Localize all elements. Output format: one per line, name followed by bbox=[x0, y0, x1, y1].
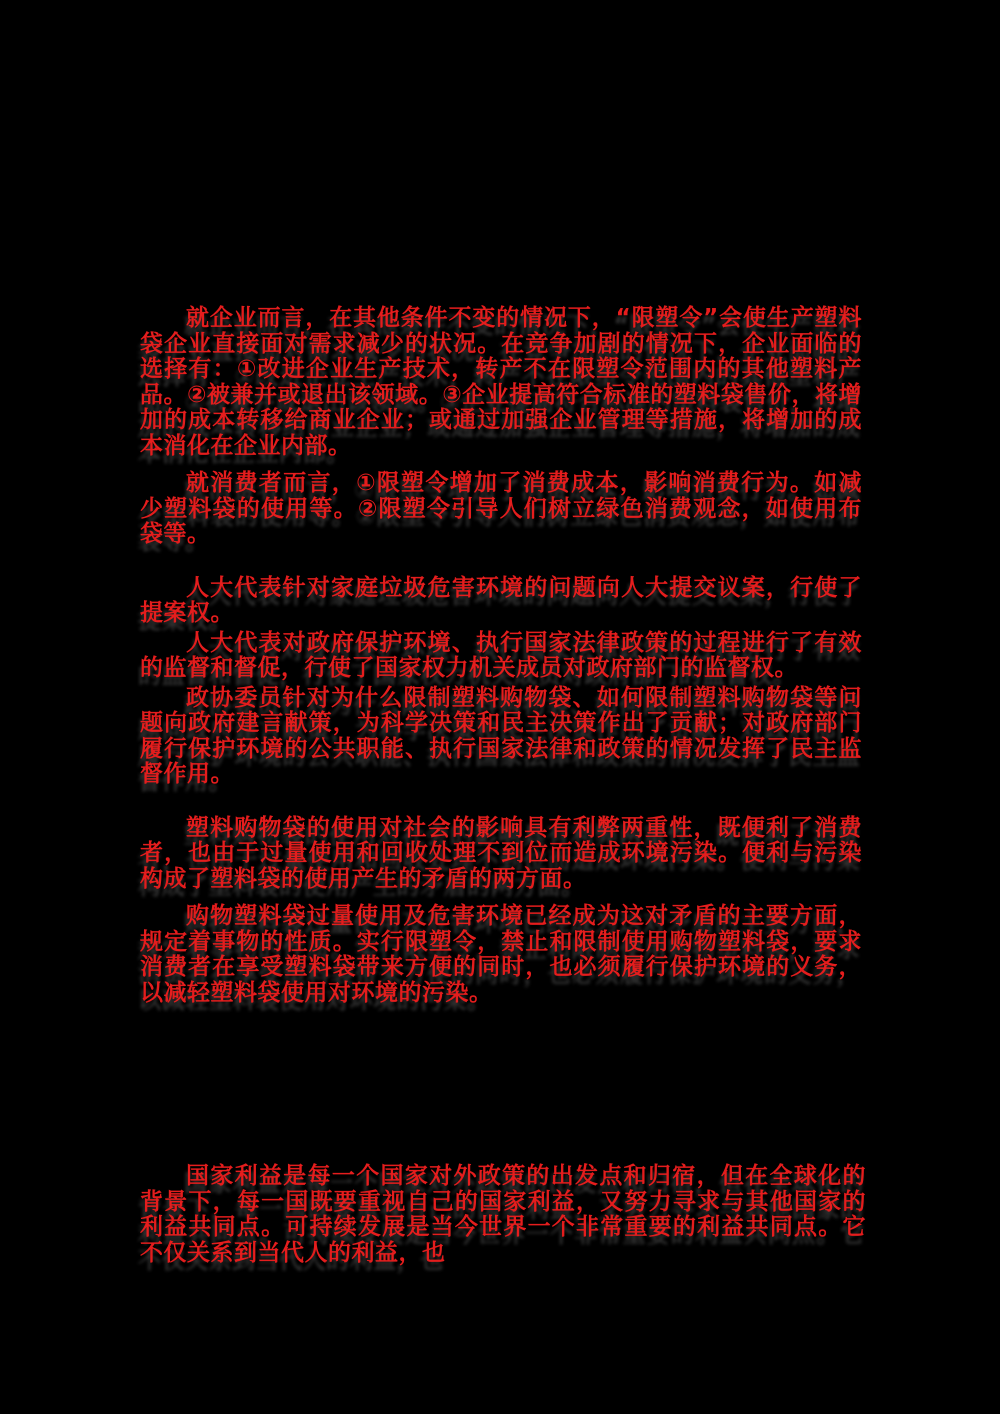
paragraph-contradiction-two-sides: 塑料购物袋的使用对社会的影响具有利弊两重性，既便利了消费者，也由于过量使用和回收处理不到位而造成环境污染。便利与污染构成了塑料袋的使用产生的矛盾的两方面。 bbox=[140, 814, 862, 892]
paragraph-npc-supervision: 人大代表对政府保护环境、执行国家法律政策的过程进行了有效的监督和督促，行使了国家权力机关成员对政府部门的监督权。 bbox=[140, 629, 862, 681]
answer-section bbox=[140, 306, 862, 1006]
paragraph-npc-proposal: 人大代表针对家庭垃圾危害环境的问题向人大提交议案，行使了提案权。 bbox=[140, 574, 862, 626]
national-interest-section bbox=[140, 1164, 866, 1266]
paragraph-enterprise: 就企业而言，在其他条件不变的情况下，“限塑令”会使生产塑料袋企业直接面对需求减少的状况。在竞争加剧的情况下，企业面临的选择有：①改进企业生产技术，转产不在限塑令范围内的其他塑料产品。②被兼并或退出该领域。③企业提高符合标准的塑料袋售价，将增加的成本转移给商业企业；或通过加强企业管理等措施，将增加的成本消化在企业内部。 bbox=[140, 305, 862, 459]
paragraph-principal-aspect: 购物塑料袋过量使用及危害环境已经成为这对矛盾的主要方面，规定着事物的性质。实行限塑令，禁止和限制使用购物塑料袋，要求消费者在享受塑料袋带来方便的同时，也必须履行保护环境的义务，以减轻塑料袋使用对环境的污染。 bbox=[140, 903, 862, 1006]
paragraph-consumer: 就消费者而言，①限塑令增加了消费成本，影响消费行为。如减少塑料袋的使用等。②限塑令引导人们树立绿色消费观念，如使用布袋等。 bbox=[140, 470, 862, 547]
paragraph-national-interest: 国家利益是每一个国家对外政策的出发点和归宿，但在全球化的背景下，每一国既要重视自己的国家利益，又努力寻求与其他国家的利益共同点。可持续发展是当今世界一个非常重要的利益共同点。它不仅关系到当代人的利益，也 bbox=[140, 1163, 866, 1266]
paragraph-cppcc: 政协委员针对为什么限制塑料购物袋、如何限制塑料购物袋等问题向政府建言献策，为科学决策和民主决策作出了贡献；对政府部门履行保护环境的公共职能、执行国家法律和政策的情况发挥了民主监督作用。 bbox=[140, 684, 862, 787]
